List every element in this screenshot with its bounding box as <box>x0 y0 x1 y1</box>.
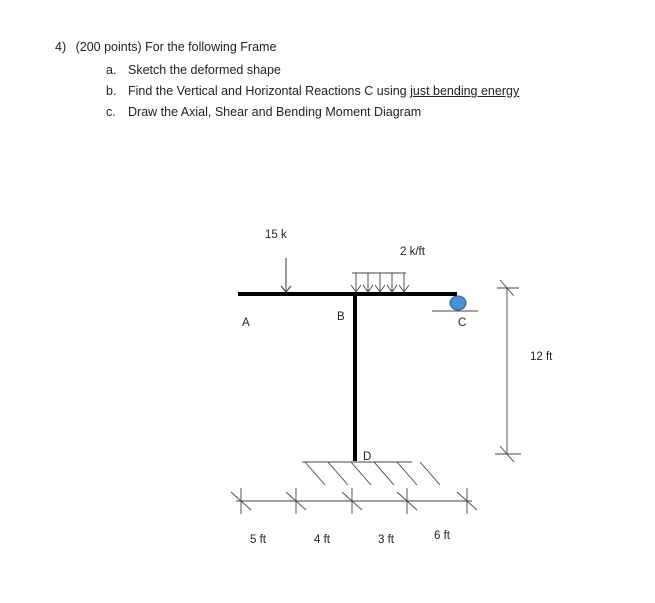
span-label-4: 6 ft <box>434 530 450 542</box>
node-label-b: B <box>337 311 345 323</box>
problem-title: (200 points) For the following Frame <box>75 40 277 54</box>
height-dimension-label: 12 ft <box>530 351 553 363</box>
part-c-marker: c. <box>106 105 116 119</box>
part-b-marker: b. <box>106 84 117 98</box>
height-dimension <box>495 280 521 462</box>
span-dimension-line <box>231 488 477 514</box>
distributed-load <box>351 273 409 292</box>
part-a-text: Sketch the deformed shape <box>128 63 281 77</box>
point-load-label: 15 k <box>265 229 287 241</box>
part-b-text: Find the Vertical and Horizontal Reactions C using <box>128 84 411 98</box>
span-label-3: 3 ft <box>378 534 394 546</box>
span-label-1: 5 ft <box>250 534 266 546</box>
span-label-2: 4 ft <box>314 534 330 546</box>
node-label-c: C <box>458 317 467 329</box>
part-c-text: Draw the Axial, Shear and Bending Moment Diagram <box>128 105 422 119</box>
node-label-d: D <box>363 451 372 463</box>
point-load-arrow <box>281 258 291 292</box>
fixed-support-hatching <box>302 462 440 485</box>
distributed-load-label: 2 k/ft <box>400 246 425 258</box>
node-label-a: A <box>242 317 250 329</box>
problem-number: 4) <box>55 40 67 54</box>
part-b-underlined-text: just bending energy <box>410 84 520 98</box>
part-a-marker: a. <box>106 63 117 77</box>
roller-support-c <box>450 296 466 310</box>
